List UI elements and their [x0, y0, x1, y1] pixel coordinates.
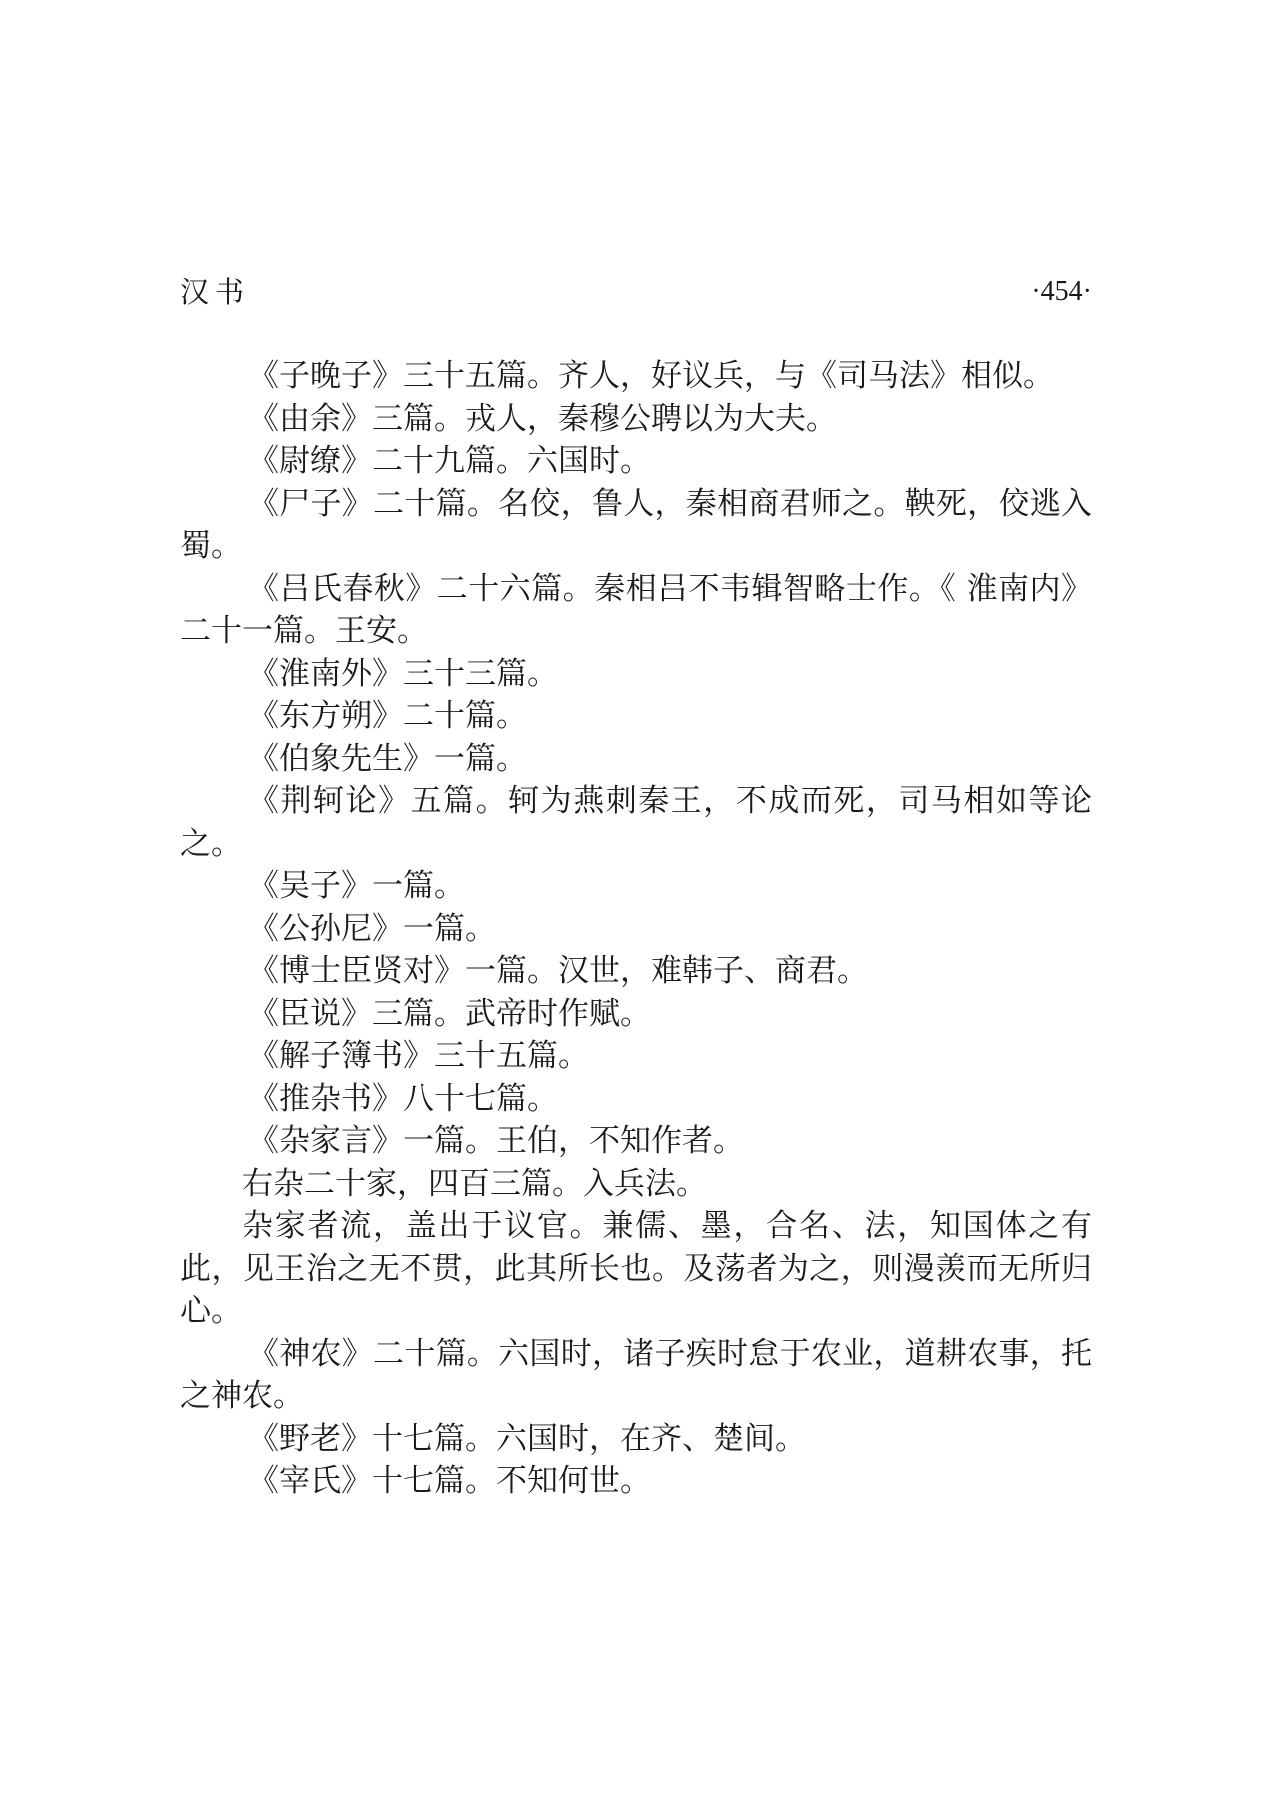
paragraph: 《解子簿书》三十五篇。 — [248, 1038, 589, 1074]
paragraph: 《尸子》二十篇。名佼，鲁人，秦相商君师之。鞅死，佼逃入蜀。 — [180, 485, 1092, 564]
paragraph: 《荆轲论》五篇。轲为燕刺秦王，不成而死，司马相如等论之。 — [180, 783, 1092, 862]
paragraph: 《尉缭》二十九篇。六国时。 — [248, 443, 651, 479]
paragraph: 《臣说》三篇。武帝时作赋。 — [248, 995, 651, 1032]
paragraph: 《吕氏春秋》二十六篇。秦相吕不韦辑智略士作。《 淮南内》二十一篇。王安。 — [180, 570, 1092, 649]
summary-line: 右杂二十家，四百三篇。入兵法。 — [242, 1165, 707, 1202]
paragraph: 《公孙尼》一篇。 — [248, 910, 496, 947]
text-body — [180, 355, 1092, 1503]
paragraph: 《博士臣贤对》一篇。汉世，难韩子、商君。 — [248, 953, 868, 989]
page-header — [180, 272, 1092, 312]
paragraph: 《宰氏》十七篇。不知何世。 — [248, 1463, 651, 1499]
paragraph: 《伯象先生》一篇。 — [248, 740, 527, 777]
commentary-paragraph: 杂家者流，盖出于议官。兼儒、墨，合名、法，知国体之有此，见王治之无不贯，此其所长也。及荡者为之，则漫羡而无所归心。 — [180, 1208, 1092, 1329]
paragraph: 《杂家言》一篇。王伯，不知作者。 — [248, 1123, 744, 1159]
paragraph: 《淮南外》三十三篇。 — [248, 655, 558, 692]
paragraph: 《由余》三篇。戎人，秦穆公聘以为大夫。 — [248, 400, 837, 437]
paragraph: 《推杂书》八十七篇。 — [248, 1080, 558, 1117]
paragraph: 《子晚子》三十五篇。齐人，好议兵，与《司马法》相似。 — [248, 358, 1054, 394]
book-title: 汉书 — [180, 275, 251, 309]
page-number: ·454· — [1031, 276, 1092, 307]
paragraph: 《吴子》一篇。 — [248, 868, 465, 904]
paragraph: 《野老》十七篇。六国时，在齐、楚间。 — [248, 1420, 806, 1457]
paragraph: 《东方朔》二十篇。 — [248, 698, 527, 734]
paragraph: 《神农》二十篇。六国时，诸子疾时怠于农业，道耕农事，托之神农。 — [180, 1335, 1092, 1414]
